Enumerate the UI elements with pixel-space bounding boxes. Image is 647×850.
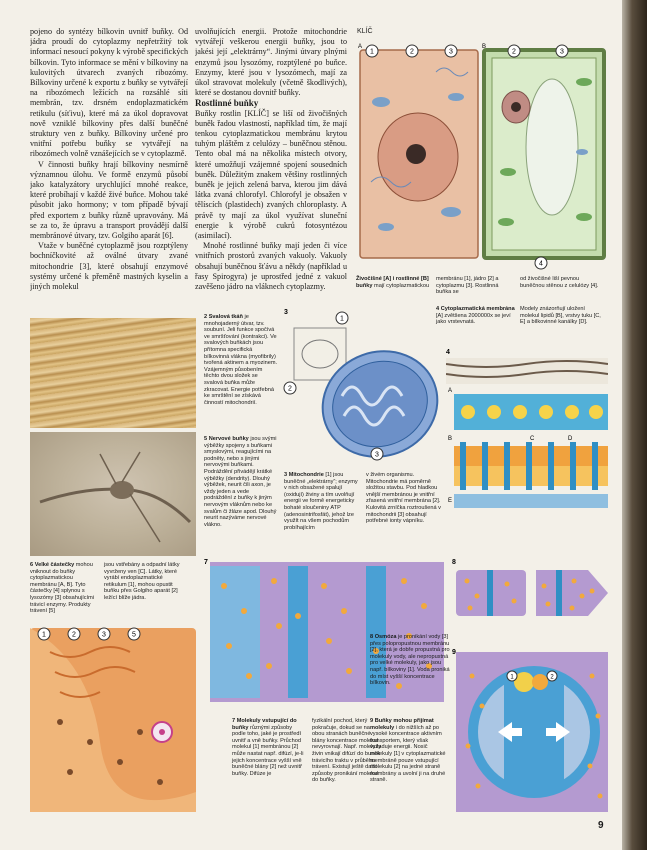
fig-number: 9 xyxy=(370,718,374,724)
fig-number: 7 xyxy=(204,559,208,566)
fig6-caption-2 xyxy=(104,562,184,602)
callout-number: 1 xyxy=(510,674,514,681)
callout-number: 2 xyxy=(550,674,554,681)
caption-text: [1] jsou buněčné „elektrárny“; enzymy v nich obsažené spalují (oxidují) živiny a tím uvolňují energii ve formě energeticky bohaté sloučeniny ATP (adenosintrifosfát), jehož lze využít na všem pochodům probíhajícím xyxy=(284,472,358,531)
caption-title: Osmóza xyxy=(374,634,397,640)
caption-title: Cytoplazmatická membrána xyxy=(440,306,515,312)
paragraph: Mnohé rostlinné buňky mají jeden či více vnitřních prostorů zvaných vakuoly. Vakuoly obsahují buněčnou šťávu a někdy (například u řasy Spirogyra) je uprostřed jedné z vakuol zavěšeno jádro na vláknech cytoplazmy. xyxy=(195,241,347,292)
fig-number: 6 xyxy=(30,562,34,568)
fig-number: 9 xyxy=(452,649,456,656)
callout-4 xyxy=(534,256,548,270)
fig6-caption xyxy=(30,562,98,615)
panel-letter: B xyxy=(482,44,487,50)
callout-number: 2 xyxy=(512,48,516,56)
fig5-caption xyxy=(204,436,278,528)
caption-text: různými způsoby podle toho, jaké je prostředí uvnitř a vně buňky. Průchod molekul [1] membránou [2] může nastat např. difúzí, je-li jejich koncentrace vyšší vně buněčné blány [2] než uvnitř buňky. Difúze je xyxy=(232,724,304,777)
caption-text: Modely znázorňují uložení molekul lipidů [B], vrstvy tuku [C, E] a bílkovinné kanálky [D]. xyxy=(520,306,601,326)
callout-number: 1 xyxy=(42,631,46,639)
key-illustration xyxy=(356,42,608,262)
key-label: KLÍČ xyxy=(357,28,373,35)
callout-number: 2 xyxy=(72,631,76,639)
caption-text: fyzikální pochod, který pokračuje, dokud se na obou stranách buněčné blány koncentrace molekul nevyrovnají. Např. molekuly živin vnikají difúzí do buněk trávicího traktu v průběhu trávení. Existují ještě další způsoby pronikání molekul do buňky. xyxy=(312,718,382,784)
paragraph: Vtaže v buněčné cytoplazmě jsou rozptýleny bochníčkovité až oválné útvary zvané mitochondrie [3], které obsahují enzymové systémy určené k přeměně mastných kyselin a jiných molekul xyxy=(30,241,188,292)
fig-number: 4 xyxy=(446,349,450,356)
caption-text: je pronikání vody [3] přes polopropustnou membránu [2], která je dobře propustná pro molekuly vody, ale nepropustná pro velké molekuly, jako jsou např. bílkoviny [1]. Voda proniká do míst vyšší koncentrace bílkovin. xyxy=(370,634,450,687)
caption-title: Buňky mohou přijímat molekuly xyxy=(370,718,434,731)
callout-number: 4 xyxy=(539,260,543,268)
caption-title: Mitochondrie xyxy=(288,472,324,478)
caption-text: jsou svými výběžky spojeny s buňkami smyslovými, reagujícími na podněty, nebo s jinými nervovými buňkami. Podráždění přivádějí krátké výběžky (dendrity). Dlouhý výběžek, neurit čili axon, je vždy jeden a vede podráždění z buňky k jiným nervovým vláknům nebo ke svalům či žláze apod. Dlouhý neurit nazýváme nervové vlákno. xyxy=(204,436,277,528)
fig3-caption-2 xyxy=(366,472,442,525)
caption-text: mají cytoplazmatickou xyxy=(374,282,430,289)
section-heading: Rostlinné buňky xyxy=(195,98,259,109)
callout-number: 2 xyxy=(288,385,292,393)
callout-number: 3 xyxy=(449,48,453,56)
callout-number: 1 xyxy=(370,48,374,56)
text-column-2 xyxy=(195,27,347,307)
callout-number: 3 xyxy=(560,48,564,56)
membrane-illustration xyxy=(446,346,608,536)
mitochondrion-illustration xyxy=(282,306,442,466)
fig9-caption xyxy=(370,718,450,784)
fig8-caption xyxy=(370,634,450,687)
caption-text: je mnohojaderný útvar, tzv. soubuní. Jeli funkce spočívá ve smršťování (kontrakci). Ve svalových buňkách jsou přítomna specifická bílkovinná vlákna (myofibrily) tvořená aktinem a myozinem. Vzájemným působením těchto dvou složek se svalová buňka může zkracovat. Energie potřebná ke smrštění se získává činností mitochondrií. xyxy=(204,314,278,406)
caption-text: [A] zvětšena 2000000x se jeví jako vrstevnatá. xyxy=(436,312,511,326)
caption-title: Živočišné [A] i rostlinné [B] buňky xyxy=(356,276,429,289)
page-number: 9 xyxy=(598,820,604,831)
paragraph: V činnosti buňky hrají bílkoviny nesmírně významnou úlohu. Ve formě enzymů působí jako katalyzátory urychlující mnohé reakce, které probíhají v každé živé buňce. Mohou také působit jako hormony; v tom případě bývají před exportem z buňky různě upravovány. Má se za to, že úpravu a transport provádějí další membránové útvary, tzv. Golgiho aparát [6]. xyxy=(30,159,188,241)
caption-text: od živočišné liší pevnou buněčnou stěnou z celulózy [4]. xyxy=(520,276,599,289)
fig-number: 4 xyxy=(436,306,440,312)
caption-text: mohou vniknout do buňky cytoplazmatickou membránu [A, B]. Tyto částečky [4] splynou s lysozómy [3] obsahujícími trávicí enzymy. Produkty trávení [5] xyxy=(30,562,95,615)
osmosis-illustration xyxy=(452,556,608,626)
panel-letter: B xyxy=(448,436,453,442)
caption-text: jsou vstřebány a odpadní látky vyvrženy ven [C]. Látky, které vyrábí endoplazmatické retikulum [1], mohou opustit buňku přes Golgiho aparát [2] ležící blíže jádra. xyxy=(104,562,180,601)
callout-number: 3 xyxy=(375,451,379,459)
fig-number: 7 xyxy=(232,718,236,724)
fig4-caption xyxy=(436,306,516,326)
fig2-caption xyxy=(204,314,278,406)
panel-letter: C xyxy=(530,436,535,442)
paragraph: pojeno do syntézy bílkovin uvnitř buňky. Od jádra proudí do cytoplazmy nepřetržitý tok informací nesoucí pokyny k výrobě specifických bílkovin. Tyto informace se mění v bílkoviny na kulovitých útvarech zvaných ribozómy. Bílkoviny určené k exportu z buňky se vytvářejí na ribozómech ležících na rozsáhlé síti membrán, tzv. drsném endoplazmatickém retikulu (síťivu), které má za úkol dopravovat nově vzniklé bílkoviny přes další buněčné struktury ven z buňky. Bílkoviny určené pro vnitřní potřebu buňky se vytvářejí na ribozómech volně vznášejících se v cytoplazmě. xyxy=(30,27,188,159)
fig-number: 8 xyxy=(452,559,456,566)
nerve-cell-photo xyxy=(30,432,196,556)
callout-number: 3 xyxy=(102,631,106,639)
callout-number: 5 xyxy=(132,631,136,639)
caption-title: Molekuly vstupující do buňky xyxy=(232,718,297,731)
fig4-caption-2 xyxy=(520,306,602,326)
panel-letter: E xyxy=(448,498,453,504)
panel-letter: A xyxy=(448,388,453,394)
callout-number: 1 xyxy=(340,315,344,323)
text-column-1 xyxy=(30,27,188,307)
paragraph: Buňky rostlin [KLÍČ] se liší od živočišných buněk řadou vlastností, například tím, že mají tenkou cytoplazmatickou membránu krytou tuhým pláštěm z celulózy – buněčnou stěnou. Tento obal má na několika místech otvory, které umožňují vzájemné spojení sousedních buněk. Důležitým znakem většiny rostlinných buněk je jejich zelená barva, kterou jim dává látka zvaná chlorofyl. Chlorofyl je obsažen v tělíscích (plastidech) zvaných chloroplasty. A právě ty mají za úkol využívat sluneční energie k výrobě cukrů fotosyntézou (asimilací). xyxy=(195,108,347,241)
active-transport-illustration xyxy=(452,646,608,812)
paragraph: uvolňujících energii. Protože mitochondrie vytvářejí veškerou energii buňky, jsou to jakési její „elektrárny“. Jinými útvary plnými enzymů jsou lysozómy, rozptýlené po buňce. Enzymy, které jsou v lysozómech, mají za úkol stravovat molekuly (včetně škodlivých), které se dostanou dovnitř buňky. xyxy=(195,27,347,98)
fig-number: 2 xyxy=(204,314,208,320)
caption-title: Velké částečky xyxy=(34,562,75,568)
fig3-caption xyxy=(284,472,360,531)
particle-uptake-illustration xyxy=(30,622,196,812)
fig-number: 5 xyxy=(204,436,208,442)
key-caption-3 xyxy=(520,276,602,289)
book-spine xyxy=(622,0,647,850)
panel-letter: A xyxy=(358,44,363,50)
caption-text: membránu [1], jádro [2] a cytoplazmu [3]. Rostlinná buňka se xyxy=(436,276,499,296)
caption-title: Nervové buňky xyxy=(208,436,249,442)
caption-text: v živém organismu. Mitochondrie má poměrně složitou stavbu. Pod hladkou vnější membránou je vnitřní zřasená vnitřní membrána [2]. Kulovitá zrníčka roztroušená v mitochondrii [3] obsahují potřebné ionty vápníku. xyxy=(366,472,441,525)
fig7-caption xyxy=(232,718,304,777)
caption-title: Svalová tkáň xyxy=(208,314,243,320)
key-caption-2 xyxy=(436,276,510,296)
caption-text: i do nižších až po vysoké koncentrace aktivním transportem, který však vyžaduje energii. Nosič molekuly [1] v cytoplazmatické membráně pouze vstupující molekulu [2] na jedné straně membrány a uvolní ji na druhé straně. xyxy=(370,724,446,784)
muscle-tissue-photo xyxy=(30,318,196,428)
fig-number: 3 xyxy=(284,309,288,316)
fig-number: 3 xyxy=(284,472,288,478)
callout-number: 2 xyxy=(410,48,414,56)
panel-letter: D xyxy=(568,436,573,442)
key-caption-1 xyxy=(356,276,432,289)
fig-number: 8 xyxy=(370,634,374,640)
